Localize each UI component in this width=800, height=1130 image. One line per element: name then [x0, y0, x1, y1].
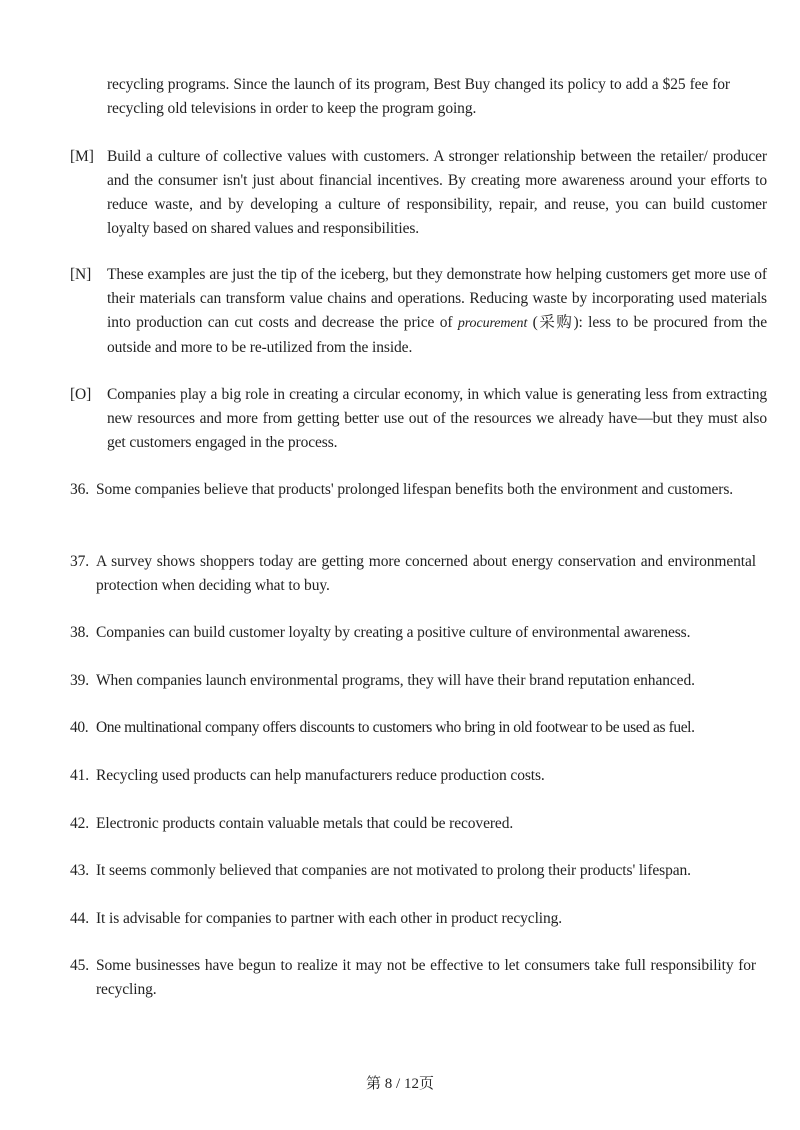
paragraph-text-cont: (采购): less to be procured from the outside and more to be re-utilized from the inside.	[107, 314, 767, 356]
question-text: Companies can build customer loyalty by creating a positive culture of environmental awareness.	[96, 624, 691, 641]
question-42	[70, 812, 756, 836]
paragraph-text: Build a culture of collective values with customers. A stronger relationship between the retailer/ producer and the consumer isn't just about financial incentives. By creating more awareness around your efforts to reduce waste, and by developing a culture of responsibility, repair, and reuse, you can build customer loyalty based on shared values and responsibilities.	[107, 148, 767, 237]
question-text: A survey shows shoppers today are getting more concerned about energy conservation and environmental protection when deciding what to buy.	[96, 553, 756, 594]
italic-term: procurement	[457, 316, 528, 331]
question-number: 37.	[70, 553, 90, 570]
paragraph-o	[70, 383, 767, 455]
continued-paragraph: recycling programs. Since the launch of its program, Best Buy changed its policy to add a $25 fee for recycling old televisions in order to keep the program going.	[107, 76, 730, 117]
question-text: Some companies believe that products' prolonged lifespan benefits both the environment and customers.	[96, 481, 734, 498]
question-text: Some businesses have begun to realize it may not be effective to let consumers take full responsibility for recycling.	[96, 957, 756, 998]
question-36	[70, 478, 756, 502]
question-number: 44.	[70, 910, 90, 927]
question-39	[70, 669, 756, 693]
question-text: Electronic products contain valuable metals that could be recovered.	[96, 815, 514, 832]
question-number: 45.	[70, 957, 90, 974]
question-text: One multinational company offers discounts to customers who bring in old footwear to be used as fuel.	[96, 719, 695, 736]
page-number: 第 8 / 12页	[366, 1076, 434, 1092]
question-text: When companies launch environmental programs, they will have their brand reputation enhanced.	[96, 672, 695, 689]
paragraph-n	[70, 263, 767, 360]
question-number: 43.	[70, 862, 90, 879]
question-number: 42.	[70, 815, 90, 832]
question-41	[70, 764, 756, 788]
question-37	[70, 550, 756, 598]
question-number: 36.	[70, 481, 90, 498]
question-43	[70, 859, 756, 883]
question-40	[70, 716, 756, 740]
paragraph-text: These examples are just the tip of the iceberg, but they demonstrate how helping customers get more use of their materials can transform value chains and operations. Reducing waste by incorporating used materials into production can cut costs and decrease the price of	[107, 266, 767, 331]
question-number: 41.	[70, 767, 90, 784]
question-number: 39.	[70, 672, 90, 689]
question-44	[70, 907, 756, 931]
paragraph-label: [M]	[70, 148, 94, 165]
paragraph-label: [O]	[70, 386, 92, 403]
question-text: Recycling used products can help manufacturers reduce production costs.	[96, 767, 545, 784]
paragraph-m	[70, 145, 767, 241]
question-number: 40.	[70, 719, 89, 736]
question-text: It seems commonly believed that companies are not motivated to prolong their products' lifespan.	[96, 862, 691, 879]
question-text: It is advisable for companies to partner with each other in product recycling.	[96, 910, 563, 927]
paragraph-text: Companies play a big role in creating a circular economy, in which value is generating less from extracting new resources and more from getting better use out of the resources we already have—but they must also get customers engaged in the process.	[107, 386, 767, 451]
question-38	[70, 621, 756, 645]
paragraph-label: [N]	[70, 266, 92, 283]
question-number: 38.	[70, 624, 90, 641]
question-45	[70, 954, 756, 1002]
